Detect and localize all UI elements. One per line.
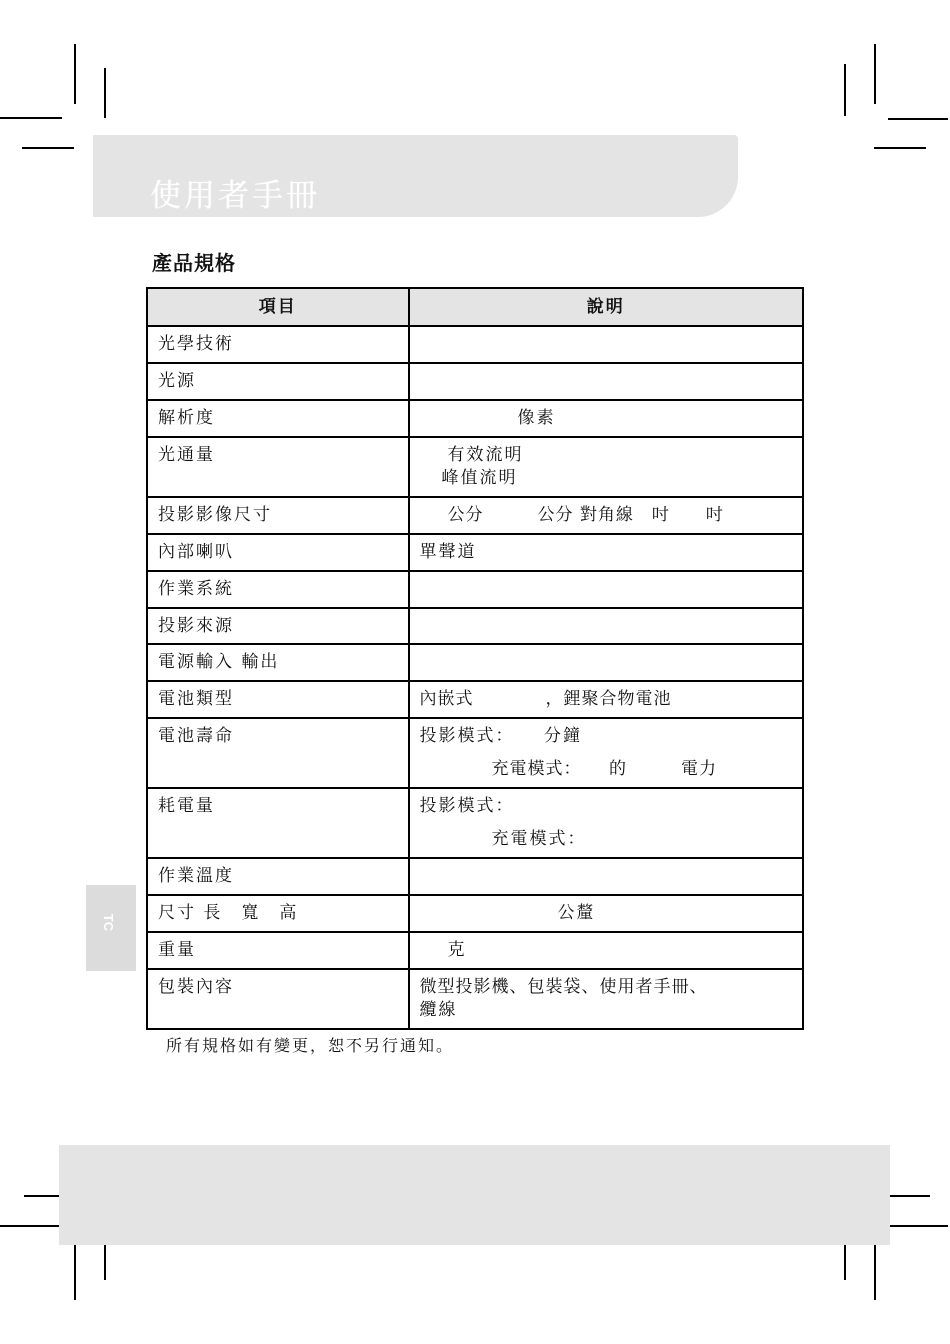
spec-desc xyxy=(409,608,804,645)
spec-desc xyxy=(409,497,804,534)
spec-desc-line: 內嵌式 ，鋰聚合物電池 xyxy=(419,689,672,710)
crop-mark xyxy=(104,68,106,118)
spec-desc-line: 像素 xyxy=(517,407,556,428)
table-row xyxy=(147,534,803,571)
spec-item: 耗電量 xyxy=(147,788,409,858)
spec-item: 包裝內容 xyxy=(147,969,409,1029)
spec-item: 投影影像尺寸 xyxy=(147,497,409,534)
spec-desc-line: 投影模式： xyxy=(419,796,515,817)
table-row xyxy=(147,497,803,534)
spec-desc-line: 克 xyxy=(447,939,467,960)
spec-item: 作業系統 xyxy=(147,571,409,608)
spec-desc-line: 公分 公分 對角線 吋 吋 xyxy=(447,504,724,525)
column-header-desc: 說明 xyxy=(409,288,804,326)
spec-desc xyxy=(409,718,804,788)
spec-item: 重量 xyxy=(147,932,409,969)
spec-desc-line: 充電模式： 的 電力 xyxy=(491,759,717,780)
manual-title: 使用者手冊 xyxy=(150,178,320,214)
spec-desc xyxy=(409,363,804,400)
table-row xyxy=(147,718,803,788)
crop-mark xyxy=(22,147,74,149)
section-title: 產品規格 xyxy=(152,251,236,275)
spec-item: 電源輸入 輸出 xyxy=(147,644,409,681)
table-row xyxy=(147,363,803,400)
spec-item: 電池壽命 xyxy=(147,718,409,788)
crop-mark xyxy=(888,1225,948,1227)
crop-mark xyxy=(874,1240,876,1300)
table-row xyxy=(147,437,803,497)
spec-desc xyxy=(409,895,804,932)
spec-desc xyxy=(409,932,804,969)
spec-desc xyxy=(409,644,804,681)
crop-mark xyxy=(844,64,846,116)
table-row xyxy=(147,681,803,718)
spec-desc-line: 峰值流明 xyxy=(441,467,518,488)
spec-desc xyxy=(409,571,804,608)
table-row xyxy=(147,608,803,645)
spec-desc-line: 投影模式： 分鐘 xyxy=(419,726,582,747)
language-tab xyxy=(86,885,136,971)
spec-desc xyxy=(409,326,804,363)
table-row xyxy=(147,895,803,932)
crop-mark xyxy=(0,1225,62,1227)
spec-item: 尺寸 長 寬 高 xyxy=(147,895,409,932)
spec-item: 光通量 xyxy=(147,437,409,497)
table-row xyxy=(147,644,803,681)
spec-desc-line: 單聲道 xyxy=(419,541,477,562)
table-row xyxy=(147,326,803,363)
spec-item: 電池類型 xyxy=(147,681,409,718)
crop-mark xyxy=(0,117,62,119)
spec-item: 光源 xyxy=(147,363,409,400)
spec-item: 投影來源 xyxy=(147,608,409,645)
table-row xyxy=(147,788,803,858)
spec-desc xyxy=(409,400,804,437)
spec-item: 光學技術 xyxy=(147,326,409,363)
spec-table xyxy=(146,287,804,1030)
crop-mark xyxy=(874,147,926,149)
spec-desc xyxy=(409,858,804,895)
language-tab-label: TC xyxy=(101,913,117,932)
spec-item: 內部喇叭 xyxy=(147,534,409,571)
spec-desc-line: 充電模式： xyxy=(491,829,587,850)
table-header-row xyxy=(147,288,803,326)
crop-mark xyxy=(888,118,948,120)
crop-mark xyxy=(74,1240,76,1300)
spec-note: 所有規格如有變更，恕不另行通知。 xyxy=(166,1036,455,1055)
spec-item: 解析度 xyxy=(147,400,409,437)
spec-item: 作業溫度 xyxy=(147,858,409,895)
footer-band xyxy=(59,1145,890,1245)
spec-desc-line: 纜線 xyxy=(419,999,458,1020)
crop-mark xyxy=(874,44,876,104)
spec-desc xyxy=(409,437,804,497)
spec-desc xyxy=(409,788,804,858)
crop-mark xyxy=(74,44,76,104)
spec-desc xyxy=(409,969,804,1029)
column-header-item: 項目 xyxy=(147,288,409,326)
table-row xyxy=(147,571,803,608)
spec-desc xyxy=(409,681,804,718)
spec-desc xyxy=(409,534,804,571)
table-row xyxy=(147,858,803,895)
spec-desc-line: 有效流明 xyxy=(447,444,524,465)
table-row xyxy=(147,969,803,1029)
spec-desc-line: 公釐 xyxy=(557,903,596,923)
table-row xyxy=(147,400,803,437)
table-row xyxy=(147,932,803,969)
spec-desc-line: 微型投影機、包裝袋、使用者手冊、 xyxy=(419,976,708,997)
